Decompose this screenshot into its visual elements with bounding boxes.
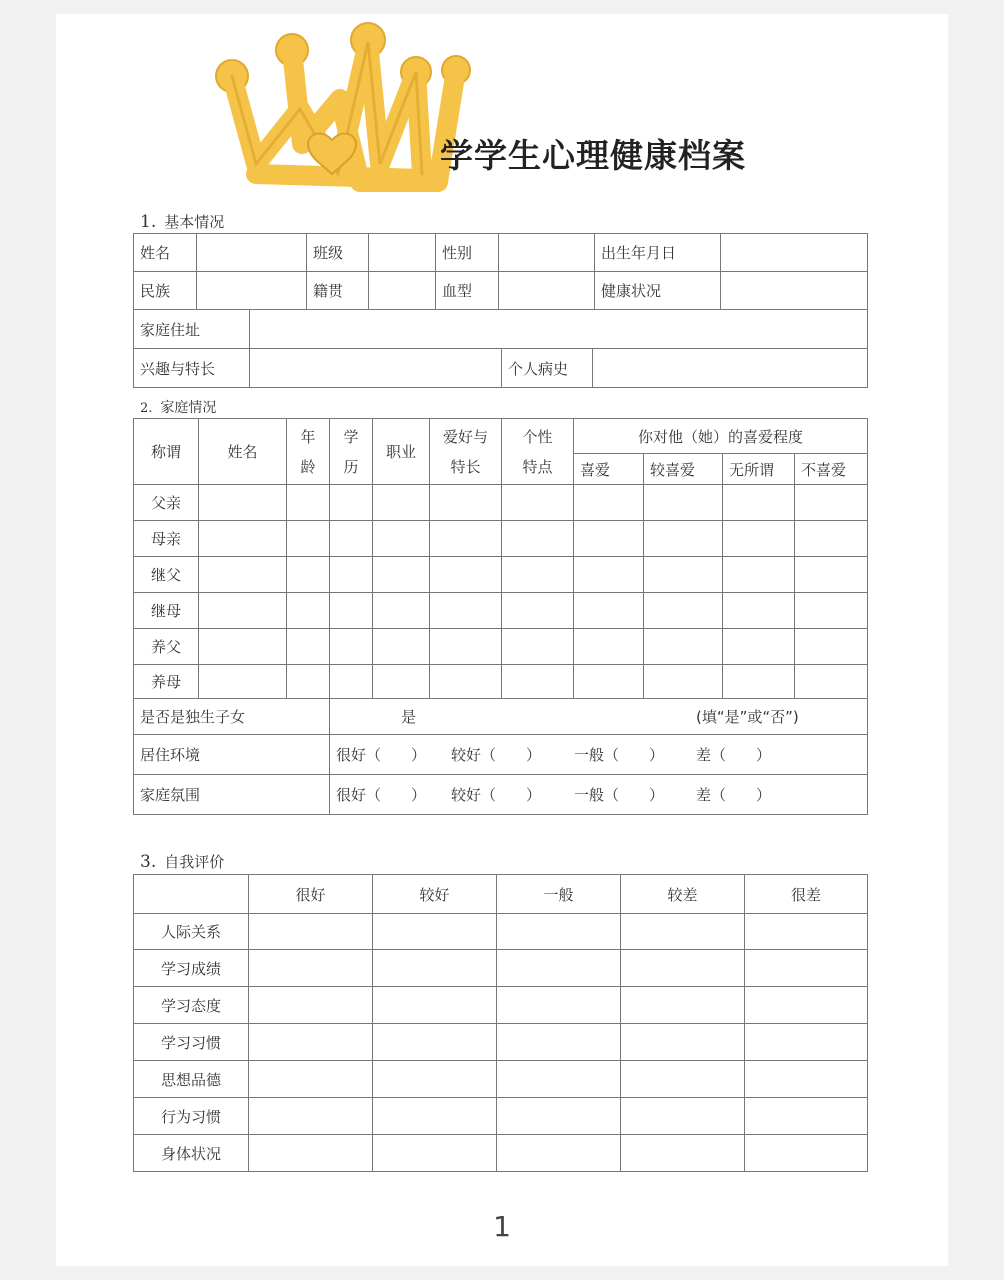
address-field[interactable] xyxy=(250,310,868,349)
family-cell[interactable] xyxy=(644,557,723,593)
evaluation-cell[interactable] xyxy=(621,1061,745,1098)
section-3-number: 3. xyxy=(140,852,157,872)
relation-header: 称谓 xyxy=(134,419,199,485)
only-child-label: 是否是独生子女 xyxy=(134,699,330,735)
section-2-number: 2. xyxy=(140,401,153,416)
option-poor[interactable]: 差（ ） xyxy=(696,746,772,764)
family-cell[interactable] xyxy=(287,593,330,629)
relation-cell: 继父 xyxy=(134,557,199,593)
evaluation-cell[interactable] xyxy=(621,1098,745,1135)
level-header: 较好 xyxy=(373,875,497,914)
section-1-title: 基本情况 xyxy=(164,213,225,231)
hobby-header-line-1: 爱好与 xyxy=(442,427,488,446)
family-cell[interactable] xyxy=(330,629,373,665)
evaluation-cell[interactable] xyxy=(373,1024,497,1061)
family-cell[interactable] xyxy=(199,557,287,593)
family-cell[interactable] xyxy=(574,521,644,557)
age-header-line-1: 年 xyxy=(300,427,316,446)
family-cell[interactable] xyxy=(502,629,574,665)
evaluation-cell[interactable] xyxy=(497,914,621,950)
family-cell[interactable] xyxy=(373,557,430,593)
evaluation-cell[interactable] xyxy=(373,987,497,1024)
evaluation-cell[interactable] xyxy=(249,1135,373,1172)
job-header: 职业 xyxy=(373,419,430,485)
evaluation-cell[interactable] xyxy=(745,1061,868,1098)
evaluation-row xyxy=(134,987,868,1024)
relation-cell: 继母 xyxy=(134,593,199,629)
evaluation-item: 学习习惯 xyxy=(134,1024,249,1061)
crown-sticker-icon xyxy=(210,14,480,214)
medical-history-field[interactable] xyxy=(593,349,868,388)
evaluation-cell[interactable] xyxy=(497,987,621,1024)
evaluation-cell[interactable] xyxy=(249,1061,373,1098)
address-hobby-table xyxy=(133,309,868,388)
trait-header-line-2: 特点 xyxy=(522,457,553,476)
family-cell[interactable] xyxy=(644,485,723,521)
evaluation-cell[interactable] xyxy=(249,914,373,950)
option-very-good[interactable]: 很好（ ） xyxy=(336,786,427,804)
evaluation-cell[interactable] xyxy=(745,987,868,1024)
family-cell[interactable] xyxy=(644,521,723,557)
family-cell[interactable] xyxy=(723,593,795,629)
like-level-header: 无所谓 xyxy=(723,454,795,485)
native-place-label: 籍贯 xyxy=(307,272,369,310)
family-cell[interactable] xyxy=(795,557,868,593)
evaluation-cell[interactable] xyxy=(373,950,497,987)
evaluation-cell[interactable] xyxy=(621,1135,745,1172)
evaluation-cell[interactable] xyxy=(373,1135,497,1172)
family-cell[interactable] xyxy=(373,593,430,629)
evaluation-cell[interactable] xyxy=(497,1135,621,1172)
age-header xyxy=(287,419,330,485)
basic-info-table xyxy=(133,233,868,310)
family-cell[interactable] xyxy=(373,665,430,699)
living-environment-label: 居住环境 xyxy=(134,735,330,775)
evaluation-cell[interactable] xyxy=(497,1098,621,1135)
family-cell[interactable] xyxy=(723,521,795,557)
family-cell[interactable] xyxy=(502,485,574,521)
family-row xyxy=(134,521,868,557)
ethnicity-label: 民族 xyxy=(134,272,197,310)
family-cell[interactable] xyxy=(287,521,330,557)
member-name-header: 姓名 xyxy=(199,419,287,485)
self-evaluation-table xyxy=(133,874,868,1172)
family-cell[interactable] xyxy=(574,593,644,629)
trait-header xyxy=(502,419,574,485)
evaluation-item: 身体状况 xyxy=(134,1135,249,1172)
family-cell[interactable] xyxy=(795,521,868,557)
family-cell[interactable] xyxy=(199,485,287,521)
evaluation-cell[interactable] xyxy=(497,1061,621,1098)
evaluation-cell[interactable] xyxy=(497,1024,621,1061)
section-3-label xyxy=(140,851,224,872)
family-row xyxy=(134,593,868,629)
trait-header-line-1: 个性 xyxy=(522,427,553,446)
section-1-number: 1. xyxy=(140,212,157,232)
gender-label: 性别 xyxy=(436,234,499,272)
family-cell[interactable] xyxy=(430,593,502,629)
option-very-good[interactable]: 很好（ ） xyxy=(336,746,427,764)
relation-cell: 父亲 xyxy=(134,485,199,521)
family-cell[interactable] xyxy=(502,521,574,557)
family-cell[interactable] xyxy=(373,521,430,557)
only-child-field[interactable] xyxy=(330,699,868,735)
family-cell[interactable] xyxy=(199,629,287,665)
family-cell[interactable] xyxy=(644,665,723,699)
family-row xyxy=(134,485,868,521)
family-cell[interactable] xyxy=(373,485,430,521)
evaluation-cell[interactable] xyxy=(373,1098,497,1135)
evaluation-cell[interactable] xyxy=(745,1024,868,1061)
evaluation-item: 学习成绩 xyxy=(134,950,249,987)
medical-history-label: 个人病史 xyxy=(502,349,593,388)
hobby-header-line-2: 特长 xyxy=(450,457,481,476)
family-cell[interactable] xyxy=(502,557,574,593)
family-table xyxy=(133,418,868,699)
family-cell[interactable] xyxy=(287,665,330,699)
education-header xyxy=(330,419,373,485)
evaluation-cell[interactable] xyxy=(497,950,621,987)
only-child-value: 是 xyxy=(401,708,417,726)
section-1-label xyxy=(140,211,224,232)
hobbies-field[interactable] xyxy=(250,349,502,388)
evaluation-cell[interactable] xyxy=(745,914,868,950)
section-2-title: 家庭情况 xyxy=(160,400,217,416)
blood-type-label: 血型 xyxy=(436,272,499,310)
birth-label: 出生年月日 xyxy=(595,234,721,272)
evaluation-cell[interactable] xyxy=(621,950,745,987)
evaluation-row xyxy=(134,914,868,950)
evaluation-item: 行为习惯 xyxy=(134,1098,249,1135)
blood-type-field[interactable] xyxy=(499,272,595,310)
family-atmosphere-label: 家庭氛围 xyxy=(134,775,330,815)
family-cell[interactable] xyxy=(723,485,795,521)
document-title: 学学生心理健康档案 xyxy=(440,136,746,175)
only-child-hint: (填“是”或“否”) xyxy=(696,708,799,726)
family-cell[interactable] xyxy=(330,521,373,557)
native-place-field[interactable] xyxy=(369,272,436,310)
evaluation-item: 学习态度 xyxy=(134,987,249,1024)
level-header: 很差 xyxy=(745,875,868,914)
family-cell[interactable] xyxy=(199,521,287,557)
section-2-label xyxy=(140,397,216,417)
family-cell[interactable] xyxy=(330,593,373,629)
family-row xyxy=(134,665,868,699)
family-extra-table xyxy=(133,698,868,815)
name-field[interactable] xyxy=(197,234,307,272)
ethnicity-field[interactable] xyxy=(197,272,307,310)
family-cell[interactable] xyxy=(287,629,330,665)
family-cell[interactable] xyxy=(644,593,723,629)
gender-field[interactable] xyxy=(499,234,595,272)
level-header: 一般 xyxy=(497,875,621,914)
relation-cell: 养父 xyxy=(134,629,199,665)
family-cell[interactable] xyxy=(574,557,644,593)
family-cell[interactable] xyxy=(430,485,502,521)
option-good[interactable]: 较好（ ） xyxy=(451,786,542,804)
birth-field[interactable] xyxy=(721,234,868,272)
like-level-header: 喜爱 xyxy=(574,454,644,485)
education-header-line-1: 学 xyxy=(343,427,359,446)
family-cell[interactable] xyxy=(574,629,644,665)
evaluation-cell[interactable] xyxy=(745,1098,868,1135)
family-row xyxy=(134,629,868,665)
family-cell[interactable] xyxy=(287,557,330,593)
class-field[interactable] xyxy=(369,234,436,272)
family-cell[interactable] xyxy=(502,665,574,699)
evaluation-cell[interactable] xyxy=(373,914,497,950)
evaluation-cell[interactable] xyxy=(745,1135,868,1172)
evaluation-row xyxy=(134,1098,868,1135)
evaluation-row xyxy=(134,1024,868,1061)
education-header-line-2: 历 xyxy=(343,457,359,476)
family-cell[interactable] xyxy=(574,485,644,521)
like-level-header: 不喜爱 xyxy=(795,454,868,485)
relation-cell: 母亲 xyxy=(134,521,199,557)
evaluation-cell[interactable] xyxy=(621,987,745,1024)
family-cell[interactable] xyxy=(574,665,644,699)
evaluation-cell[interactable] xyxy=(621,914,745,950)
family-cell[interactable] xyxy=(644,629,723,665)
family-cell[interactable] xyxy=(199,665,287,699)
family-cell[interactable] xyxy=(723,557,795,593)
family-cell[interactable] xyxy=(795,665,868,699)
family-row xyxy=(134,557,868,593)
class-label: 班级 xyxy=(307,234,369,272)
evaluation-item: 思想品德 xyxy=(134,1061,249,1098)
evaluation-row xyxy=(134,1135,868,1172)
family-cell[interactable] xyxy=(795,485,868,521)
living-environment-options xyxy=(330,735,868,775)
name-label: 姓名 xyxy=(134,234,197,272)
hobby-header xyxy=(430,419,502,485)
evaluation-cell[interactable] xyxy=(249,950,373,987)
family-cell[interactable] xyxy=(430,521,502,557)
option-good[interactable]: 较好（ ） xyxy=(451,746,542,764)
option-average[interactable]: 一般（ ） xyxy=(574,746,665,764)
evaluation-cell[interactable] xyxy=(249,987,373,1024)
evaluation-cell[interactable] xyxy=(745,950,868,987)
evaluation-cell[interactable] xyxy=(249,1024,373,1061)
option-average[interactable]: 一般（ ） xyxy=(574,786,665,804)
health-field[interactable] xyxy=(721,272,868,310)
evaluation-row xyxy=(134,950,868,987)
level-header: 较差 xyxy=(621,875,745,914)
relation-cell: 养母 xyxy=(134,665,199,699)
like-level-header: 较喜爱 xyxy=(644,454,723,485)
family-cell[interactable] xyxy=(199,593,287,629)
family-cell[interactable] xyxy=(502,593,574,629)
family-cell[interactable] xyxy=(430,557,502,593)
evaluation-item: 人际关系 xyxy=(134,914,249,950)
family-cell[interactable] xyxy=(795,593,868,629)
family-cell[interactable] xyxy=(430,665,502,699)
age-header-line-2: 龄 xyxy=(300,457,316,476)
hobbies-label: 兴趣与特长 xyxy=(134,349,250,388)
family-cell[interactable] xyxy=(287,485,330,521)
option-poor[interactable]: 差（ ） xyxy=(696,786,772,804)
evaluation-cell[interactable] xyxy=(621,1024,745,1061)
evaluation-cell[interactable] xyxy=(373,1061,497,1098)
family-cell[interactable] xyxy=(330,485,373,521)
address-label: 家庭住址 xyxy=(134,310,250,349)
like-degree-header: 你对他（她）的喜爱程度 xyxy=(574,419,868,454)
evaluation-row xyxy=(134,1061,868,1098)
family-cell[interactable] xyxy=(330,665,373,699)
family-cell[interactable] xyxy=(373,629,430,665)
health-label: 健康状况 xyxy=(595,272,721,310)
family-cell[interactable] xyxy=(723,665,795,699)
level-header: 很好 xyxy=(249,875,373,914)
family-atmosphere-options xyxy=(330,775,868,815)
family-cell[interactable] xyxy=(330,557,373,593)
family-cell[interactable] xyxy=(795,629,868,665)
family-cell[interactable] xyxy=(723,629,795,665)
evaluation-cell[interactable] xyxy=(249,1098,373,1135)
page-number: 1 xyxy=(493,1210,511,1243)
family-cell[interactable] xyxy=(430,629,502,665)
corner-cell xyxy=(134,875,249,914)
section-3-title: 自我评价 xyxy=(164,853,225,871)
